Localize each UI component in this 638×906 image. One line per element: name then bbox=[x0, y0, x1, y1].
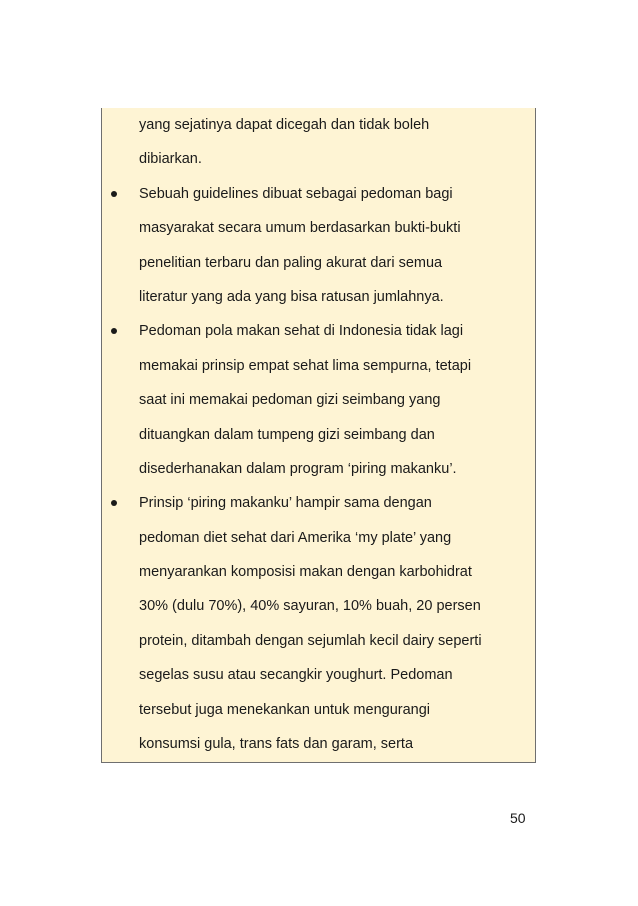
text-line bbox=[102, 383, 535, 417]
text-line bbox=[102, 211, 535, 245]
bullet-icon bbox=[111, 191, 117, 197]
text-line bbox=[102, 418, 535, 452]
text-line bbox=[102, 693, 535, 727]
text-line bbox=[102, 280, 535, 314]
line-text: memakai prinsip empat sehat lima sempurna, tetapi bbox=[139, 357, 472, 374]
line-text: Pedoman pola makan sehat di Indonesia tidak lagi bbox=[139, 323, 464, 340]
line-text: yang sejatinya dapat dicegah dan tidak boleh bbox=[139, 117, 430, 133]
text-line bbox=[102, 624, 535, 658]
text-line bbox=[102, 142, 535, 176]
text-line bbox=[102, 727, 535, 761]
highlight-box bbox=[101, 108, 536, 763]
line-text: penelitian terbaru dan paling akurat dari semua bbox=[139, 254, 443, 271]
bullet-icon bbox=[111, 500, 117, 506]
line-text: konsumsi gula, trans fats dan garam, serta bbox=[139, 736, 414, 753]
text-line bbox=[102, 108, 535, 142]
line-text: dibiarkan. bbox=[139, 151, 202, 168]
line-text: protein, ditambah dengan sejumlah kecil dairy seperti bbox=[139, 632, 482, 649]
text-line bbox=[102, 246, 535, 280]
text-line bbox=[102, 177, 535, 211]
text-line bbox=[102, 658, 535, 692]
text-line bbox=[102, 349, 535, 383]
line-text: 30% (dulu 70%), 40% sayuran, 10% buah, 20 persen bbox=[139, 598, 481, 615]
text-line bbox=[102, 486, 535, 520]
text-line bbox=[102, 589, 535, 623]
text-line bbox=[102, 314, 535, 348]
text-line bbox=[102, 555, 535, 589]
line-text: Sebuah guidelines dibuat sebagai pedoman bagi bbox=[139, 185, 453, 202]
page-number: 50 bbox=[510, 810, 526, 826]
line-text: disederhanakan dalam program ‘piring makanku’. bbox=[139, 460, 457, 477]
bullet-icon bbox=[111, 328, 117, 334]
line-text: dituangkan dalam tumpeng gizi seimbang dan bbox=[139, 426, 435, 443]
line-text: masyarakat secara umum berdasarkan bukti-bukti bbox=[139, 220, 461, 237]
line-text: pedoman diet sehat dari Amerika ‘my plate’ yang bbox=[139, 529, 452, 546]
line-text: menyarankan komposisi makan dengan karbohidrat bbox=[139, 564, 472, 581]
line-text: saat ini memakai pedoman gizi seimbang yang bbox=[139, 392, 441, 409]
line-text: Prinsip ‘piring makanku’ hampir sama dengan bbox=[139, 495, 432, 512]
bullet-list bbox=[102, 108, 535, 761]
text-line bbox=[102, 452, 535, 486]
text-line bbox=[102, 521, 535, 555]
line-text: literatur yang ada yang bisa ratusan jumlahnya. bbox=[139, 288, 444, 305]
line-text: tersebut juga menekankan untuk mengurangi bbox=[139, 701, 430, 718]
line-text: segelas susu atau secangkir youghurt. Pedoman bbox=[139, 667, 453, 684]
